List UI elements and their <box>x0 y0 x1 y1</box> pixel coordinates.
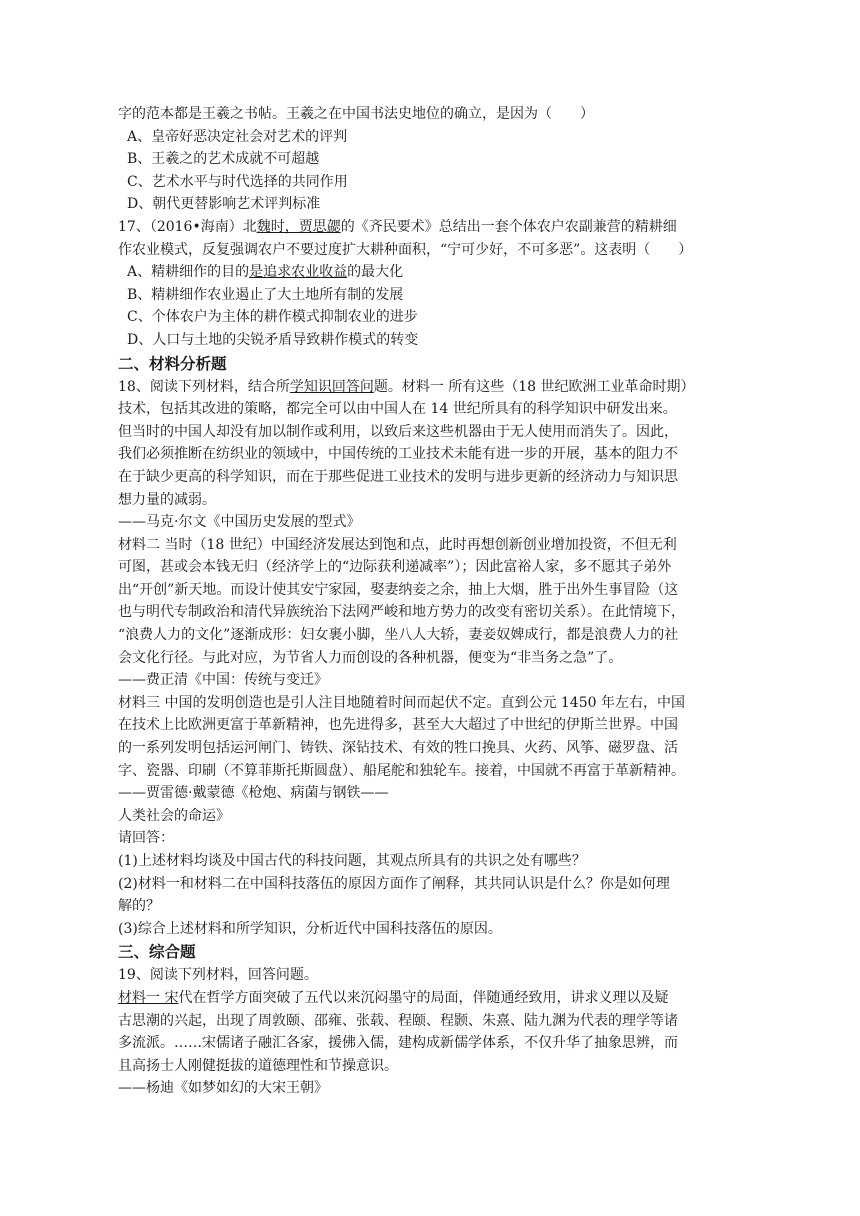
q19-material-1-label: 材料一 宋 <box>118 989 179 1006</box>
sub-question: (1)上述材料均谈及中国古代的科技问题，其观点所具有的共识之处有哪些？ <box>118 853 586 869</box>
section-3-heading: 三、综合题 <box>118 943 196 962</box>
q16-option-c: C、艺术水平与时代选择的共同作用 <box>127 173 348 190</box>
q19-material-1-line: 且高扬士人刚健挺拔的道德理性和节操意识。 <box>118 1057 398 1074</box>
q17-stem-underlined: 魏时，贾思勰 <box>256 218 341 235</box>
material-2-line: 出“开创”新天地。而设计使其安宁家园，娶妻纳妾之余，抽上大烟，胜于出外生事冒险（这 <box>118 581 679 598</box>
sub-question-cont: 解的？ <box>118 898 160 915</box>
material-3-source: ——贾雷德·戴蒙德《枪炮、病菌与钢铁—— <box>118 785 389 802</box>
q19-material-1-line: 多流派。……宋儒诸子融汇各家，援佛入儒，建构成新儒学体系，不仅升华了抽象思辨，而 <box>118 1035 678 1052</box>
q17-stem-pre: 17、（2016•海南）北 <box>118 218 257 235</box>
material-1-source: ——马克·尔文《中国历史发展的型式》 <box>118 514 361 531</box>
material-2-line: 材料二 当时（18 世纪）中国经济发展达到饱和点，此时再想创新创业增加投资，不但无利 <box>118 536 677 553</box>
q16-stem-line: 字的范本都是王羲之书帖。王羲之在中国书法史地位的确立，是因为（ ） <box>118 106 594 122</box>
q17-option-a <box>118 261 748 284</box>
answer-prompt: 请回答： <box>118 830 174 847</box>
q17-option-a-post: 的最大化 <box>347 264 404 281</box>
material-3-line: 在技术上比欧洲更富于革新精神，也先进得多，甚至大大超过了中世纪的伊斯兰世界。中国 <box>118 717 678 734</box>
material-1-line: 想力量的减弱。 <box>118 491 216 508</box>
sub-question: (3)综合上述材料和所学知识，分析近代中国科技落伍的原因。 <box>118 920 502 937</box>
material-3-line: 字、瓷器、印刷（不算菲斯托斯圆盘）、船尾舵和独轮车。接着，中国就不再富于革新精神。 <box>118 762 685 779</box>
material-2-line: 也与明代专制政治和清代异族统治下法网严峻和地方势力的改变有密切关系）。在此情境下， <box>118 604 685 621</box>
q19-material-1-text: 代在哲学方面突破了五代以来沉闷墨守的局面，伴随通经致用，讲求义理以及疑 <box>178 989 669 1006</box>
q17-option-d: D、人口与土地的尖锐矛盾导致耕作模式的转变 <box>127 331 419 348</box>
q17-stem-post: 的《齐民要术》总结出一套个体农户农副兼营的精耕细 <box>340 218 677 235</box>
q16-option-a: A、皇帝好恶决定社会对艺术的评判 <box>127 128 348 145</box>
sub-question: (2)材料一和材料二在中国科技落伍的原因方面作了阐释，其共同认识是什么？你是如何理 <box>118 875 670 892</box>
material-1-line: 在于缺少更高的科学知识，而在于那些促进工业技术的发明与进步更新的经济动力与知识思 <box>118 468 678 485</box>
q18-stem-underlined: 学知识回答问 <box>289 378 374 395</box>
q18-stem-line <box>118 376 748 399</box>
q17-stem-line-2: 作农业模式，反复强调农户不要过度扩大耕种面积，“宁可少好，不可多恶”。这表明（ ） <box>118 241 693 258</box>
material-3-line: 材料三 中国的发明创造也是引人注目地随着时间而起伏不定。直到公元 1450 年左右，中国 <box>118 694 685 711</box>
material-1-line: 我们必须推断在纺织业的领域中，中国传统的工业技术未能有进一步的开展，基本的阻力不 <box>118 446 678 463</box>
material-2-line: 可图，甚或会本钱无归（经济学上的“边际获利递减率”）；因此富裕人家，多不愿其子弟外 <box>118 559 672 576</box>
q17-option-b: B、精耕细作农业遏止了大土地所有制的发展 <box>127 286 404 303</box>
q18-stem-post: 题。材料一 所有这些（18 世纪欧洲工业革命时期） <box>373 378 695 395</box>
material-2-line: 会文化行径。与此对应，为节省人力而创设的各种机器，便变为“非当务之急”了。 <box>118 649 623 666</box>
section-2-heading: 二、材料分析题 <box>118 354 227 373</box>
q17-stem-line-1 <box>118 216 748 239</box>
material-1-line: 技术，包括其改进的策略，都完全可以由中国人在 14 世纪所具有的科学知识中研发出来。 <box>118 401 677 418</box>
q16-option-d: D、朝代更替影响艺术评判标准 <box>127 196 321 213</box>
document-body <box>118 103 748 1100</box>
q19-material-1-source: ——杨迪《如梦如幻的大宋王朝》 <box>118 1080 328 1097</box>
q17-option-c: C、个体农户为主体的耕作模式抑制农业的进步 <box>127 309 418 326</box>
material-3-source-cont: 人类社会的命运》 <box>118 807 230 824</box>
q18-stem-pre: 18、阅读下列材料，结合所 <box>118 378 290 395</box>
q19-material-1-line <box>118 987 748 1010</box>
material-1-line: 但当时的中国人却没有加以制作或利用，以致后来这些机器由于无人使用而消失了。因此， <box>118 423 678 440</box>
q19-stem: 19、阅读下列材料，回答问题。 <box>118 967 318 984</box>
material-2-line: “浪费人力的文化”逐渐成形：妇女裹小脚，坐八人大轿，妻妾奴婢成行，都是浪费人力的社 <box>118 627 679 644</box>
q17-option-a-underlined: 是追求农业收益 <box>249 264 348 281</box>
q16-option-b: B、王羲之的艺术成就不可超越 <box>127 151 320 168</box>
material-3-line: 的一系列发明包括运河闸门、铸铁、深钻技术、有效的牲口挽具、火药、风筝、磁罗盘、活 <box>118 740 678 757</box>
q19-material-1-line: 古思潮的兴起，出现了周敦颐、邵雍、张载、程颐、程颢、朱熹、陆九渊为代表的理学等诸 <box>118 1012 678 1029</box>
material-2-source: ——费正清《中国：传统与变迁》 <box>118 672 328 689</box>
q17-option-a-pre: A、精耕细作的目的 <box>127 264 250 281</box>
